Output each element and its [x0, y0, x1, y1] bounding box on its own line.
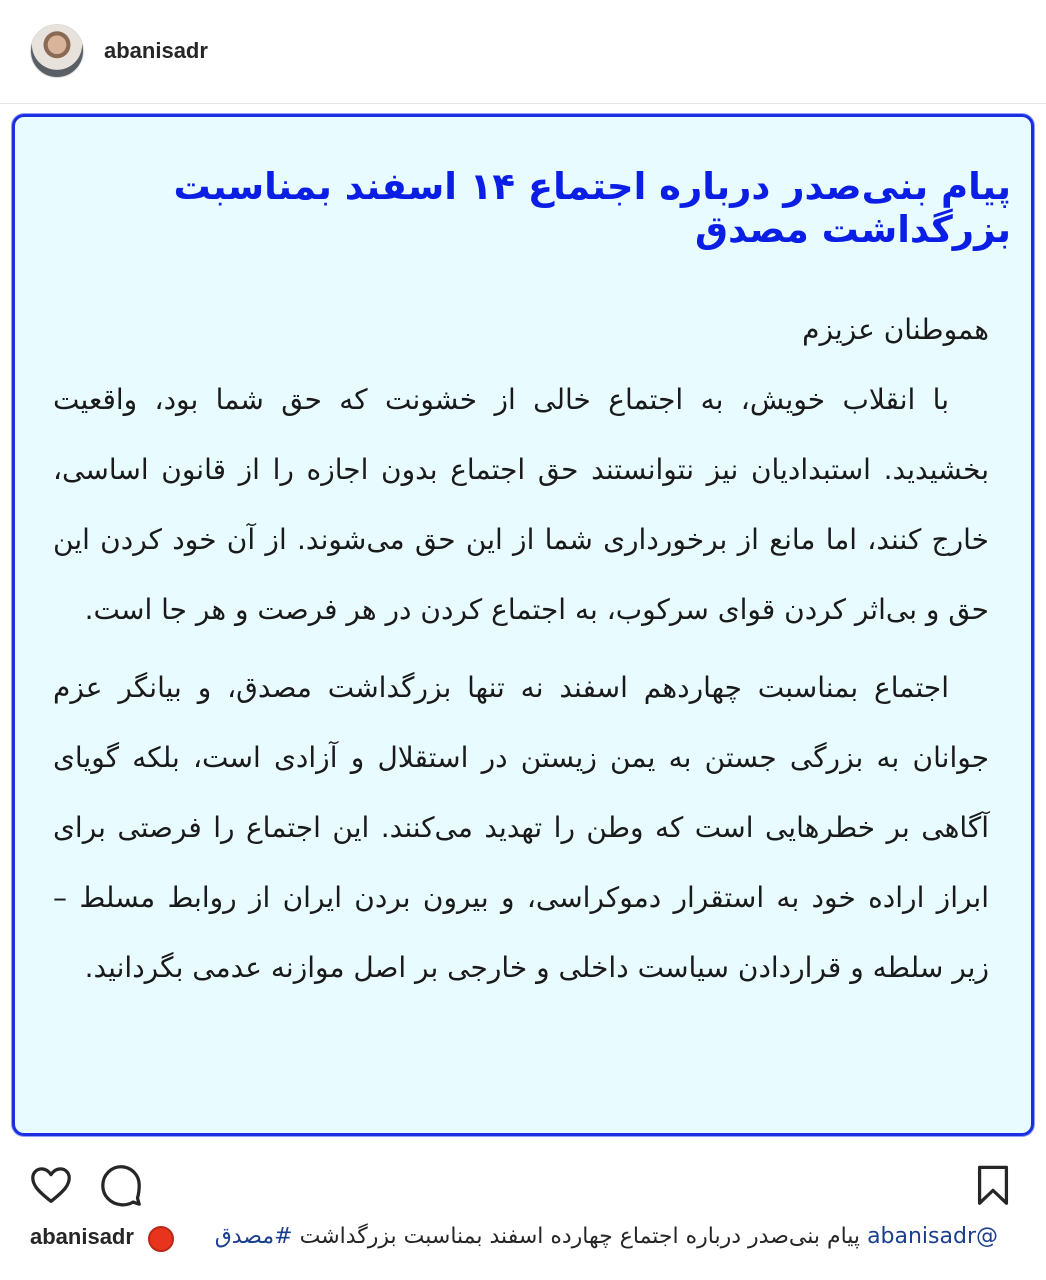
message-greeting: هموطنان عزیزم	[802, 313, 989, 346]
message-card	[12, 114, 1034, 1136]
comment-icon[interactable]	[98, 1162, 144, 1208]
post-caption	[0, 1220, 1046, 1260]
message-paragraph-2: اجتماع بمناسبت چهاردهم اسفند نه تنها بزرگداشت مصدق، و بیانگر عزم جوانان به بزرگی جستن به یمن زیستن در استقلال و آزادی است، بلکه گویای آگاهی بر خطرهایی است که وطن را تهدید می‌کنند. این اجتماع را فرصتی برای ابراز اراده خود به استقرار دموکراسی، و بیرون بردن ایران از روابط مسلط – زیر سلطه و قراردادن سیاست داخلی و خارجی بر اصل موازنه عدمی بگردانید.	[53, 671, 989, 984]
heart-icon[interactable]	[28, 1162, 74, 1208]
header-username[interactable]: abanisadr	[104, 38, 208, 63]
caption-username[interactable]: abanisadr	[30, 1224, 134, 1249]
bookmark-icon[interactable]	[970, 1162, 1016, 1208]
red-circle-emoji	[148, 1226, 174, 1252]
action-bar	[0, 1150, 1046, 1220]
post-image[interactable]	[0, 104, 1046, 1150]
message-title: پیام بنی‌صدر درباره اجتماع ۱۴ اسفند بمناسبت بزرگداشت مصدق	[173, 165, 1011, 251]
avatar[interactable]	[30, 24, 84, 78]
caption-body: پیام بنی‌صدر درباره اجتماع چهارده اسفند بمناسبت بزرگداشت	[292, 1224, 868, 1249]
caption-mention[interactable]: @abanisadr	[867, 1224, 998, 1249]
caption-hashtag[interactable]: #مصدق	[214, 1224, 293, 1249]
post-header	[0, 0, 1046, 104]
message-paragraph-1: با انقلاب خویش، به اجتماع خالی از خشونت که حق شما بود، واقعیت بخشیدید. استبدادیان نیز نتوانستند حق اجتماع بدون اجازه را از قانون اساسی، خارج کنند، اما مانع از برخورداری شما از این حق می‌شوند. از آن خود کردن این حق و بی‌اثر کردن قوای سرکوب، به اجتماع کردن در هر فرصت و هر جا است.	[53, 383, 989, 626]
message-body	[53, 295, 989, 1003]
caption-text	[215, 1224, 998, 1249]
